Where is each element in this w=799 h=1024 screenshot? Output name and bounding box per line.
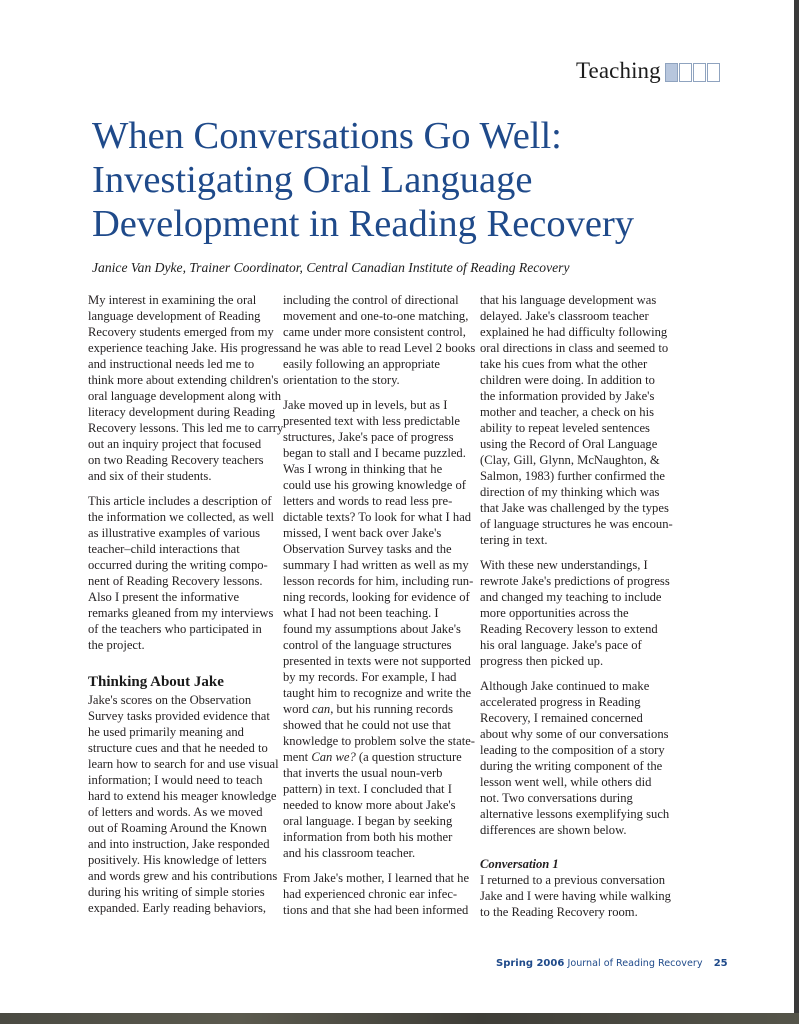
text-line: by my records. For example, I had xyxy=(283,670,457,684)
text-line: structures, Jake's pace of progress xyxy=(283,430,454,444)
title-line: Investigating Oral Language xyxy=(92,159,533,201)
text-line: occurred during the writing compo- xyxy=(88,558,268,572)
text-line: leading to the composition of a story xyxy=(480,743,665,757)
text-run: word xyxy=(283,702,313,716)
text-line: Also I present the informative xyxy=(88,590,240,604)
progress-box-empty xyxy=(707,63,720,82)
page-bottom-edge xyxy=(0,1013,799,1024)
text-line: nent of Reading Recovery lessons. xyxy=(88,574,263,588)
text-line: tions and that she had been informed xyxy=(283,903,469,917)
text-line xyxy=(283,701,473,717)
paragraph xyxy=(480,678,670,838)
text-line: oral language. I began by seeking xyxy=(283,814,453,828)
text-line: information; I would need to teach xyxy=(88,773,263,787)
text-line: dictable texts? To look for what I had xyxy=(283,510,472,524)
paragraph xyxy=(88,292,284,484)
paragraph xyxy=(480,872,670,920)
text-line: using the Record of Oral Language xyxy=(480,437,658,451)
text-line: With these new understandings, I xyxy=(480,558,648,572)
column-3 xyxy=(480,292,673,929)
paragraph xyxy=(480,557,670,669)
text-line: positively. His knowledge of letters xyxy=(88,853,267,867)
text-run: (a question structure xyxy=(355,750,462,764)
title-line: Development in Reading Recovery xyxy=(92,203,635,245)
text-line: his oral language. Jake's pace of xyxy=(480,638,642,652)
text-line: including the control of directional xyxy=(283,293,459,307)
progress-box-empty xyxy=(693,63,706,82)
text-line: children were doing. In addition to xyxy=(480,373,655,387)
paragraph xyxy=(283,870,473,918)
text-line: delayed. Jake's classroom teacher xyxy=(480,309,649,323)
page-number: 25 xyxy=(713,958,728,969)
text-line: structure cues and that he needed to xyxy=(88,741,268,755)
text-line: he used primarily meaning and xyxy=(88,725,244,739)
text-line: Although Jake continued to make xyxy=(480,679,650,693)
text-line: and into instruction, Jake responded xyxy=(88,837,270,851)
text-line: ning records, looking for evidence of xyxy=(283,590,470,604)
text-line: needed to know more about Jake's xyxy=(283,798,456,812)
text-line: lesson went well, while others did xyxy=(480,775,652,789)
article-title xyxy=(92,114,712,246)
column-2 xyxy=(283,292,476,927)
text-line: Reading Recovery lesson to extend xyxy=(480,622,658,636)
text-line: summary I had written as well as my xyxy=(283,558,469,572)
text-line: of language structures he was encoun- xyxy=(480,517,673,531)
text-line: Jake's scores on the Observation xyxy=(88,693,252,707)
text-line: during his writing of simple stories xyxy=(88,885,265,899)
conversation-subheading: Conversation 1 xyxy=(480,857,559,871)
text-line: missed, I went back over Jake's xyxy=(283,526,442,540)
text-line: the project. xyxy=(88,638,145,652)
progress-box-empty xyxy=(679,63,692,82)
text-line: of letters and words. As we moved xyxy=(88,805,263,819)
text-line: Jake moved up in levels, but as I xyxy=(283,398,448,412)
text-line: literacy development during Reading xyxy=(88,405,276,419)
byline: Janice Van Dyke, Trainer Coordinator, Central Canadian Institute of Reading Recovery xyxy=(92,260,570,275)
text-line: pattern) in text. I concluded that I xyxy=(283,782,452,796)
footer-journal: Journal of Reading Recovery xyxy=(567,958,703,969)
text-line: and words grew and his contributions xyxy=(88,869,278,883)
text-line: I returned to a previous conversation xyxy=(480,873,665,887)
text-line: movement and one-to-one matching, xyxy=(283,309,469,323)
text-line: of the teachers who participated in xyxy=(88,622,262,636)
progress-boxes-icon xyxy=(665,63,721,82)
text-line: Was I wrong in thinking that he xyxy=(283,462,443,476)
paragraph xyxy=(283,292,476,388)
text-line: Recovery, I remained concerned xyxy=(480,711,643,725)
text-line: letters and words to read less pre- xyxy=(283,494,453,508)
text-line: teacher–child interactions that xyxy=(88,542,240,556)
section-label: Teaching xyxy=(576,58,661,83)
text-line: not. Two conversations during xyxy=(480,791,633,805)
text-line: knowledge to problem solve the state- xyxy=(283,734,476,748)
text-line: easily following an appropriate xyxy=(283,357,441,371)
text-line: differences are shown below. xyxy=(480,823,627,837)
text-line: during the writing component of the xyxy=(480,759,663,773)
italic-term: can xyxy=(312,702,331,716)
text-line: out of Roaming Around the Known xyxy=(88,821,267,835)
text-line: showed that he could not use that xyxy=(283,718,451,732)
text-line: This article includes a description of xyxy=(88,494,272,508)
progress-box-filled xyxy=(665,63,678,82)
paragraph-lines xyxy=(283,397,473,701)
text-line: could use his growing knowledge of xyxy=(283,478,466,492)
page-footer xyxy=(496,958,728,969)
text-line: ability to repeat leveled sentences xyxy=(480,421,650,435)
text-line: Recovery students emerged from my xyxy=(88,325,274,339)
column-1 xyxy=(88,292,284,925)
text-run: , but his running records xyxy=(330,702,453,716)
text-line: expanded. Early reading behaviors, xyxy=(88,901,266,915)
text-line: tering in text. xyxy=(480,533,548,547)
text-line: what I had not been teaching. I xyxy=(283,606,439,620)
text-line: that inverts the usual noun-verb xyxy=(283,766,443,780)
text-line: control of the language structures xyxy=(283,638,452,652)
paragraph xyxy=(88,493,278,653)
text-line: mother and teacher, a check on his xyxy=(480,405,654,419)
text-line: that his language development was xyxy=(480,293,657,307)
text-line: orientation to the story. xyxy=(283,373,400,387)
text-line: language development of Reading xyxy=(88,309,261,323)
text-line: direction of my thinking which was xyxy=(480,485,660,499)
text-line: as illustrative examples of various xyxy=(88,526,261,540)
text-line: From Jake's mother, I learned that he xyxy=(283,871,470,885)
text-line xyxy=(283,749,473,765)
text-line: take his cues from what the other xyxy=(480,357,648,371)
text-line: think more about extending children's xyxy=(88,373,279,387)
text-line: the information provided by Jake's xyxy=(480,389,655,403)
text-line: accelerated progress in Reading xyxy=(480,695,641,709)
text-line: and instructional needs led me to xyxy=(88,357,255,371)
text-line: taught him to recognize and write the xyxy=(283,686,472,700)
text-line: learn how to search for and use visual xyxy=(88,757,279,771)
text-line: and he was able to read Level 2 books xyxy=(283,341,476,355)
footer-season: Spring 2006 xyxy=(496,958,565,969)
text-line: and six of their students. xyxy=(88,469,212,483)
text-line: hard to extend his meager knowledge xyxy=(88,789,277,803)
text-line: remarks gleaned from my interviews xyxy=(88,606,274,620)
text-line: information from both his mother xyxy=(283,830,453,844)
text-line: and changed my teaching to include xyxy=(480,590,662,604)
text-line: experience teaching Jake. His progress xyxy=(88,341,284,355)
text-line: that Jake was challenged by the types xyxy=(480,501,669,515)
text-line: Survey tasks provided evidence that xyxy=(88,709,270,723)
text-run: ment xyxy=(283,750,312,764)
text-line: lesson records for him, including run- xyxy=(283,574,474,588)
text-line: My interest in examining the oral xyxy=(88,293,257,307)
text-line: had experienced chronic ear infec- xyxy=(283,887,458,901)
text-line: and his classroom teacher. xyxy=(283,846,416,860)
italic-term: Can we? xyxy=(311,750,356,764)
text-line: presented in texts were not supported xyxy=(283,654,471,668)
paragraph xyxy=(283,397,476,861)
text-line: the information we collected, as well xyxy=(88,510,275,524)
section-header xyxy=(576,58,721,84)
text-line: Recovery lessons. This led me to carry xyxy=(88,421,284,435)
text-line: out an inquiry project that focused xyxy=(88,437,262,451)
text-line: progress then picked up. xyxy=(480,654,604,668)
text-line: oral directions in class and seemed to xyxy=(480,341,669,355)
text-line: alternative lessons exemplifying such xyxy=(480,807,670,821)
text-line: explained he had difficulty following xyxy=(480,325,668,339)
text-line: presented text with less predictable xyxy=(283,414,460,428)
text-line: Salmon, 1983) further confirmed the xyxy=(480,469,666,483)
text-line: Jake and I were having while walking xyxy=(480,889,671,903)
paragraph-lines xyxy=(283,717,476,749)
text-line: to the Reading Recovery room. xyxy=(480,905,638,919)
text-line: oral language development along with xyxy=(88,389,282,403)
title-line: When Conversations Go Well: xyxy=(92,115,562,157)
text-line: on two Reading Recovery teachers xyxy=(88,453,264,467)
text-line: began to stall and I became puzzled. xyxy=(283,446,466,460)
text-line: found my assumptions about Jake's xyxy=(283,622,461,636)
text-line: rewrote Jake's predictions of progress xyxy=(480,574,670,588)
paragraph xyxy=(88,692,278,916)
text-line: (Clay, Gill, Glynn, McNaughton, & xyxy=(480,453,660,467)
paragraph-lines xyxy=(283,765,473,861)
subheading: Thinking About Jake xyxy=(88,674,224,690)
text-line: came under more consistent control, xyxy=(283,325,466,339)
text-line: about why some of our conversations xyxy=(480,727,669,741)
text-line: Observation Survey tasks and the xyxy=(283,542,452,556)
paragraph xyxy=(480,292,673,548)
text-line: more opportunities across the xyxy=(480,606,629,620)
